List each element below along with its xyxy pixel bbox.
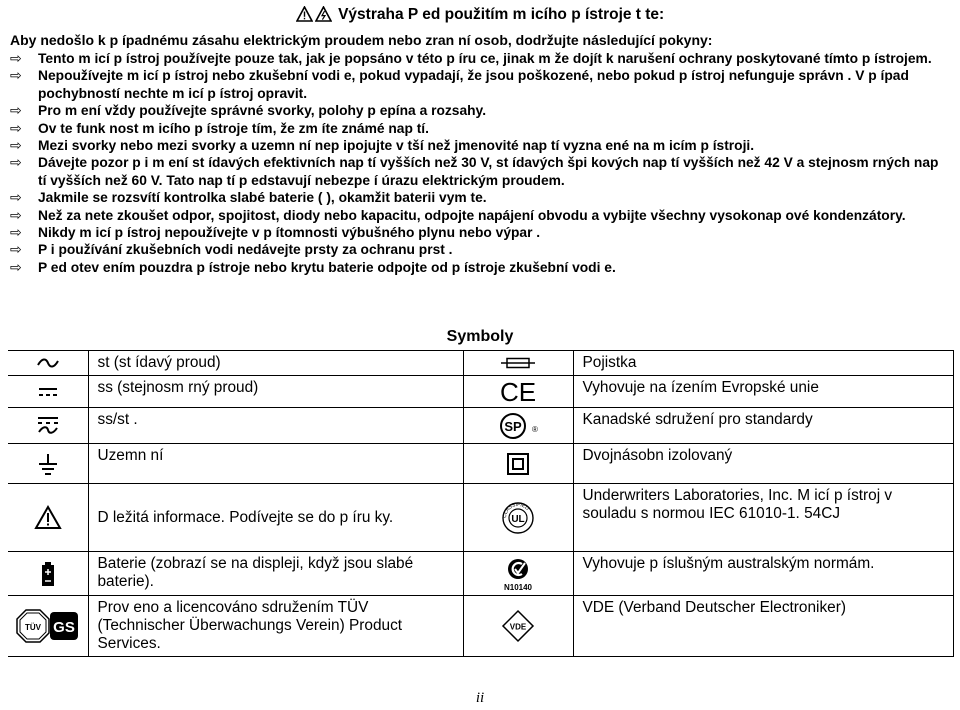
- arrow-icon: ⇨: [10, 189, 22, 206]
- symbol-desc: Vyhovuje na ízením Evropské unie: [573, 376, 953, 408]
- symbol-desc: Underwriters Laboratories, Inc. M icí p ístroj v souladu s normou IEC 61010-1. 54CJ: [573, 484, 953, 552]
- svg-text:SP: SP: [504, 418, 522, 434]
- list-item: ⇨ Ov te funk nost m icího p ístroje tím, že zm íte známé nap tí.: [10, 119, 429, 136]
- list-item: ⇨ P ed otev ením pouzdra p ístroje nebo krytu baterie odpojte od p ístroje zkušební vodi e.: [10, 258, 616, 275]
- symbol-desc: Dvojnásobn izolovaný: [573, 444, 953, 484]
- symbol-desc: Prov eno a licencováno sdružením TÜV (Technischer Überwachungs Verein) Product Services.: [88, 596, 463, 657]
- symbol-desc: Pojistka: [573, 351, 953, 376]
- double-insulation-icon: [463, 444, 573, 484]
- warning-list: [10, 50, 945, 276]
- warning-triangle-icon: [296, 6, 313, 27]
- tuv-gs-icon: [8, 596, 88, 657]
- symbol-desc: D ležitá informace. Podívejte se do p íru ky.: [88, 484, 463, 552]
- ac-dc-icon: [8, 408, 88, 444]
- page-number: ii: [475, 690, 485, 706]
- symbol-desc: Vyhovuje p íslušným australským normám.: [573, 552, 953, 596]
- csa-icon: [463, 408, 573, 444]
- arrow-icon: ⇨: [10, 224, 22, 241]
- list-item: ⇨ Mezi svorky nebo mezi svorky a uzemn ní nep ipojujte v tší než jmenovité nap tí vyzna ené na m icím p ístroji.: [10, 137, 755, 154]
- arrow-icon: ⇨: [10, 258, 22, 275]
- list-item: ⇨ Pro m ení vždy používejte správné svorky, polohy p epína a rozsahy.: [10, 102, 487, 119]
- symbol-desc: ss (stejnosm rný proud): [88, 376, 463, 408]
- svg-text:CLASSIFIED: CLASSIFIED: [501, 501, 531, 518]
- table-row: [8, 444, 953, 484]
- warning-triangle-icon: [8, 484, 88, 552]
- svg-text:N10140: N10140: [503, 582, 533, 592]
- warning-intro: Aby nedošlo k p ípadnému zásahu elektrickým proudem nebo zran ní osob, dodržujte následující pokyny:: [10, 32, 713, 48]
- arrow-icon: ⇨: [10, 206, 22, 223]
- svg-text:®: ®: [532, 424, 538, 434]
- list-item: ⇨ Dávejte pozor p i m ení st ídavých efektivních nap tí vyšších než 30 V, st ídavých špi kových nap tí vyšších než 42 V a stejnosm rných nap tí vyšších než 60 V. Tato nap tí p edstavují nebezpe í úrazu elektrickým proudem.: [10, 154, 939, 188]
- arrow-icon: ⇨: [10, 137, 22, 154]
- svg-text:CE: CE: [499, 378, 537, 405]
- symbol-desc: Uzemn ní: [88, 444, 463, 484]
- symbol-desc: st (st ídavý proud): [88, 351, 463, 376]
- symbols-table: [8, 350, 954, 657]
- table-row: [8, 351, 953, 376]
- symbol-desc: Baterie (zobrazí se na displeji, když jsou slabé baterie).: [88, 552, 463, 596]
- table-row: [8, 376, 953, 408]
- dc-icon: [8, 376, 88, 408]
- ac-tilde-icon: [8, 351, 88, 376]
- warning-heading-text: Výstraha P ed použitím m icího p ístroje t te:: [338, 6, 665, 23]
- ground-icon: [8, 444, 88, 484]
- svg-text:VDE: VDE: [509, 622, 527, 632]
- table-row: [8, 552, 953, 596]
- vde-icon: [463, 596, 573, 657]
- fuse-icon: [463, 351, 573, 376]
- list-item: ⇨ P i používání zkušebních vodi nedávejte prsty za ochranu prst .: [10, 241, 453, 258]
- svg-text:GS: GS: [52, 619, 75, 636]
- symbol-desc: VDE (Verband Deutscher Electroniker): [573, 596, 953, 657]
- shock-triangle-icon: [315, 6, 332, 27]
- warning-heading: [0, 6, 960, 27]
- arrow-icon: ⇨: [10, 241, 22, 258]
- table-row: [8, 484, 953, 552]
- arrow-icon: ⇨: [10, 50, 22, 66]
- list-item: ⇨ Nepoužívejte m icí p ístroj nebo zkušební vodi e, pokud vypadají, že jsou poškozené, nebo pokud p ístroj nefunguje správn . V p ípad pochybností nechte m icí p ístroj opravit.: [10, 67, 909, 101]
- arrow-icon: ⇨: [10, 154, 22, 171]
- symbol-desc: ss/st .: [88, 408, 463, 444]
- ul-classified-icon: [463, 484, 573, 552]
- svg-text:TÜV: TÜV: [24, 623, 41, 632]
- symbols-title: Symboly: [446, 328, 514, 345]
- arrow-icon: ⇨: [10, 102, 22, 119]
- table-row: [8, 596, 953, 657]
- c-tick-icon: [463, 552, 573, 596]
- table-row: [8, 408, 953, 444]
- arrow-icon: ⇨: [10, 67, 22, 84]
- list-item: ⇨ Jakmile se rozsvítí kontrolka slabé baterie ( ), okamžit baterii vym te.: [10, 189, 487, 206]
- list-item: ⇨ Než za nete zkoušet odpor, spojitost, diody nebo kapacitu, odpojte napájení obvodu a vybijte všechny vysokonap ové kondenzátory.: [10, 206, 906, 223]
- svg-text:UL: UL: [511, 513, 525, 525]
- symbol-desc: Kanadské sdružení pro standardy: [573, 408, 953, 444]
- battery-icon: [8, 552, 88, 596]
- list-item: ⇨ Tento m icí p ístroj používejte pouze tak, jak je popsáno v této p íru ce, jinak m že dojít k narušení ochrany poskytované tímto p ístrojem.: [10, 50, 932, 66]
- arrow-icon: ⇨: [10, 119, 22, 136]
- list-item: ⇨ Nikdy m icí p ístroj nepoužívejte v p ítomnosti výbušného plynu nebo výpar .: [10, 224, 541, 241]
- ce-mark-icon: [463, 376, 573, 408]
